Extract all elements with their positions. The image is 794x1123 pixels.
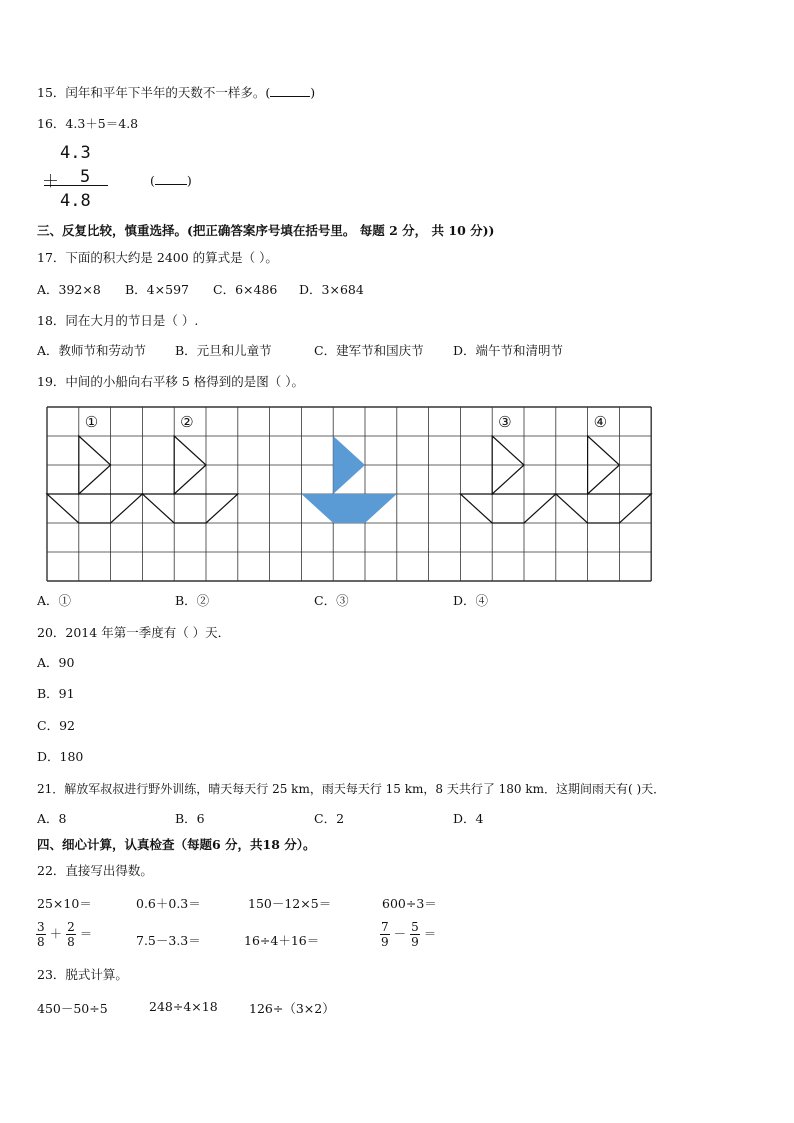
- calc-4: 600÷3＝: [382, 896, 437, 911]
- section-3-title: 三、反复比较，慎重选择。(把正确答案序号填在括号里。 每题 2 分， 共 10 分)): [37, 223, 495, 238]
- q19-option-a[interactable]: A．①: [37, 593, 72, 608]
- question-23-text: 23．脱式计算。: [37, 967, 128, 982]
- question-19-text: 19．中间的小船向右平移 5 格得到的是图（ ）。: [37, 374, 305, 389]
- fraction-2-8: $\frac{2}{8}$: [67, 920, 75, 949]
- q20-option-a[interactable]: A．90: [37, 655, 75, 670]
- boat-original: [301, 436, 396, 523]
- q21-option-a[interactable]: A．8: [37, 811, 67, 826]
- q21-option-d[interactable]: D．4: [453, 811, 484, 826]
- question-22-text: 22．直接写出得数。: [37, 863, 153, 878]
- hull: [556, 494, 651, 523]
- q17-option-d[interactable]: D．3×684: [299, 282, 364, 297]
- calc-1: 25×10＝: [37, 896, 92, 911]
- fraction-5-9: $\frac{5}{9}$: [411, 920, 419, 949]
- q18-option-a[interactable]: A．教师节和劳动节: [37, 343, 147, 358]
- paren-close: ): [186, 173, 192, 188]
- step-calc-1: 450－50÷5: [37, 1001, 108, 1016]
- question-15-close: ): [310, 85, 316, 100]
- q20-option-d[interactable]: D．180: [37, 749, 84, 764]
- equals-sign: ＝: [79, 926, 93, 941]
- plus-sign: ＋: [49, 926, 63, 941]
- question-20-text: 20．2014 年第一季度有（ ）天．: [37, 625, 231, 640]
- question-16-text: 16．4.3＋5＝4.8: [37, 116, 139, 131]
- calc-3: 150－12×5＝: [248, 896, 332, 911]
- vertical-result: 4.8: [60, 191, 91, 211]
- q21-option-c[interactable]: C．2: [314, 811, 345, 826]
- q18-option-c[interactable]: C．建军节和国庆节: [314, 343, 424, 358]
- sail: [333, 436, 365, 494]
- q21-option-b[interactable]: B．6: [175, 811, 205, 826]
- q19-option-d[interactable]: D．④: [453, 593, 489, 608]
- vertical-operator: ＋: [42, 172, 59, 192]
- boat-4: [556, 436, 651, 523]
- vertical-top: 4.3: [60, 143, 91, 163]
- boat-label-4: ④: [593, 413, 608, 431]
- question-18-text: 18．同在大月的节日是（ ）.: [37, 313, 199, 328]
- hull: [47, 494, 142, 523]
- question-17-text: 17．下面的积大约是 2400 的算式是（ ）。: [37, 250, 278, 265]
- boat-label-3: ③: [498, 413, 512, 431]
- boat-3: [460, 436, 555, 523]
- boat-2: [142, 436, 237, 523]
- step-calc-3: 126÷（3×2）: [249, 1001, 335, 1016]
- calc-7: 16÷4＋16＝: [244, 933, 320, 948]
- q20-option-b[interactable]: B．91: [37, 686, 75, 701]
- boat-label-1: ①: [84, 413, 99, 431]
- q19-option-c[interactable]: C．③: [314, 593, 349, 608]
- q17-option-b[interactable]: B．4×597: [125, 282, 189, 297]
- boat-label-2: ②: [180, 413, 194, 431]
- q17-option-a[interactable]: A．392×8: [37, 282, 101, 297]
- calc-fraction-diff: [380, 920, 436, 949]
- fraction-7-9: $\frac{7}{9}$: [381, 920, 389, 949]
- boats: [47, 436, 651, 523]
- q20-option-c[interactable]: C．92: [37, 718, 75, 733]
- q18-option-b[interactable]: B．元旦和儿童节: [175, 343, 272, 358]
- fraction-3-8: $\frac{3}{8}$: [37, 920, 45, 949]
- hull: [301, 494, 396, 523]
- minus-sign: －: [393, 926, 407, 941]
- equals-sign: ＝: [423, 926, 437, 941]
- boat-labels: [85, 413, 607, 431]
- calc-2: 0.6＋0.3＝: [136, 896, 201, 911]
- boat-1: [47, 436, 142, 523]
- q18-option-d[interactable]: D．端午节和清明节: [453, 343, 564, 358]
- q17-option-c[interactable]: C．6×486: [213, 282, 278, 297]
- calc-6: 7.5－3.3＝: [136, 933, 201, 948]
- vertical-addend: 5: [80, 167, 91, 187]
- paren-open: (: [150, 173, 155, 188]
- section-4-title: 四、细心计算，认真检查（每题6 分，共18 分）。: [37, 837, 316, 852]
- hull: [142, 494, 237, 523]
- question-15-text: 15．闰年和平年下半年的天数不一样多。(: [37, 85, 271, 100]
- step-calc-2: 248÷4×18: [149, 999, 218, 1014]
- q19-option-b[interactable]: B．②: [175, 593, 210, 608]
- hull: [460, 494, 555, 523]
- calc-fraction-sum: [36, 920, 92, 949]
- question-21-text: 21．解放军叔叔进行野外训练，晴天每天行 25 km，雨天每天行 15 km，8 天共行了 180 km．这期间雨天有( )天．: [37, 782, 666, 796]
